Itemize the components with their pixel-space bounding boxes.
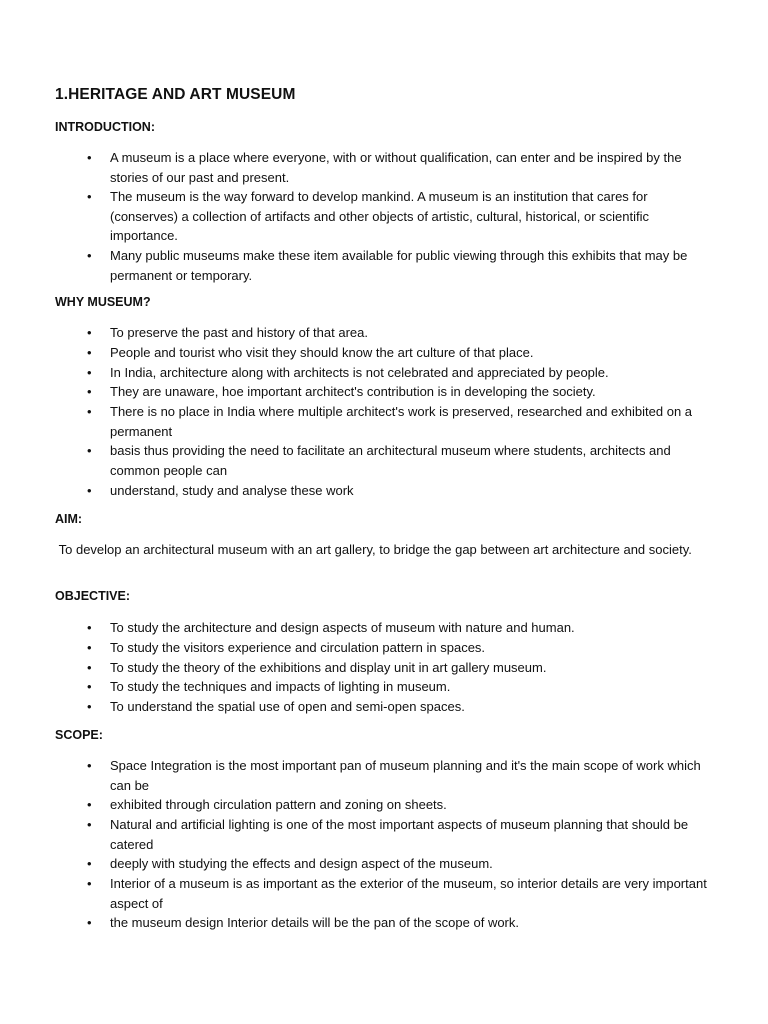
list-item: • There is no place in India where multiple architect's work is preserved, researched and exhibited on a permanent xyxy=(87,404,693,439)
list-item: • To study the visitors experience and circulation pattern in spaces. xyxy=(0,638,710,658)
list-item: • understand, study and analyse these work xyxy=(0,481,710,501)
list-introduction xyxy=(0,148,768,285)
list-item: • To preserve the past and history of that area. xyxy=(0,323,710,343)
bullet-icon: • xyxy=(87,797,92,813)
heading-introduction: INTRODUCTION: xyxy=(55,120,155,134)
bullet-icon: • xyxy=(87,364,92,380)
list-item: • Space Integration is the most important pan of museum planning and it's the main scope of work which can be xyxy=(87,758,701,793)
list-item: • Interior of a museum is as important as the exterior of the museum, so interior details are very important aspect of xyxy=(87,876,707,911)
list-item: • Natural and artificial lighting is one of the most important aspects of museum planning that should be catered xyxy=(87,817,689,852)
aim-text: To develop an architectural museum with an art gallery, to bridge the gap between art architecture and society. xyxy=(55,542,692,557)
list-item: • Many public museums make these item available for public viewing through this exhibits that may be permanent or temporary. xyxy=(87,248,688,283)
bullet-icon: • xyxy=(87,482,92,498)
list-item: • basis thus providing the need to facilitate an architectural museum where students, architects and common people can xyxy=(87,443,671,478)
list-item: • To understand the spatial use of open and semi-open spaces. xyxy=(0,697,710,717)
list-item: • To study the techniques and impacts of lighting in museum. xyxy=(0,677,710,697)
bullet-icon: • xyxy=(87,659,92,675)
list-item: • deeply with studying the effects and design aspect of the museum. xyxy=(0,854,710,874)
bullet-icon: • xyxy=(87,404,92,420)
bullet-icon: • xyxy=(87,344,92,360)
heading-objective: OBJECTIVE: xyxy=(55,589,131,603)
list-scope xyxy=(0,756,768,933)
bullet-icon: • xyxy=(87,620,92,635)
bullet-icon: • xyxy=(87,915,92,931)
bullet-icon: • xyxy=(87,639,92,655)
bullet-icon: • xyxy=(87,679,92,695)
bullet-icon: • xyxy=(87,150,92,165)
list-item: • They are unaware, hoe important architect's contribution is in developing the society. xyxy=(0,382,710,402)
bullet-icon: • xyxy=(87,699,92,715)
bullet-icon: • xyxy=(87,189,92,205)
heading-aim: AIM: xyxy=(55,512,83,526)
list-item: • To study the theory of the exhibitions and display unit in art gallery museum. xyxy=(0,658,710,678)
list-item: • The museum is the way forward to develop mankind. A museum is an institution that cares for (conserves) a collection of artifacts and other objects of artistic, cultural, historical, or scientific importance. xyxy=(87,189,649,244)
list-item: • A museum is a place where everyone, with or without qualification, can enter and be inspired by the stories of our past and present. xyxy=(87,150,682,185)
list-objective xyxy=(0,618,768,717)
heading-why-museum: WHY MUSEUM? xyxy=(55,295,151,309)
bullet-icon: • xyxy=(87,443,92,459)
list-item: • To study the architecture and design aspects of museum with nature and human. xyxy=(0,618,710,638)
bullet-icon: • xyxy=(87,248,92,264)
document-title: 1.HERITAGE AND ART MUSEUM xyxy=(55,86,296,103)
bullet-icon: • xyxy=(87,876,92,892)
list-item: • People and tourist who visit they should know the art culture of that place. xyxy=(0,343,710,363)
bullet-icon: • xyxy=(87,384,92,400)
bullet-icon: • xyxy=(87,817,92,833)
bullet-icon: • xyxy=(87,325,92,340)
list-item: • exhibited through circulation pattern and zoning on sheets. xyxy=(0,795,710,815)
bullet-icon: • xyxy=(87,856,92,872)
list-why-museum xyxy=(0,323,768,501)
heading-scope: SCOPE: xyxy=(55,728,103,742)
bullet-icon: • xyxy=(87,758,92,773)
list-item: • In India, architecture along with architects is not celebrated and appreciated by people. xyxy=(0,363,710,383)
list-item: • the museum design Interior details will be the pan of the scope of work. xyxy=(0,913,710,933)
